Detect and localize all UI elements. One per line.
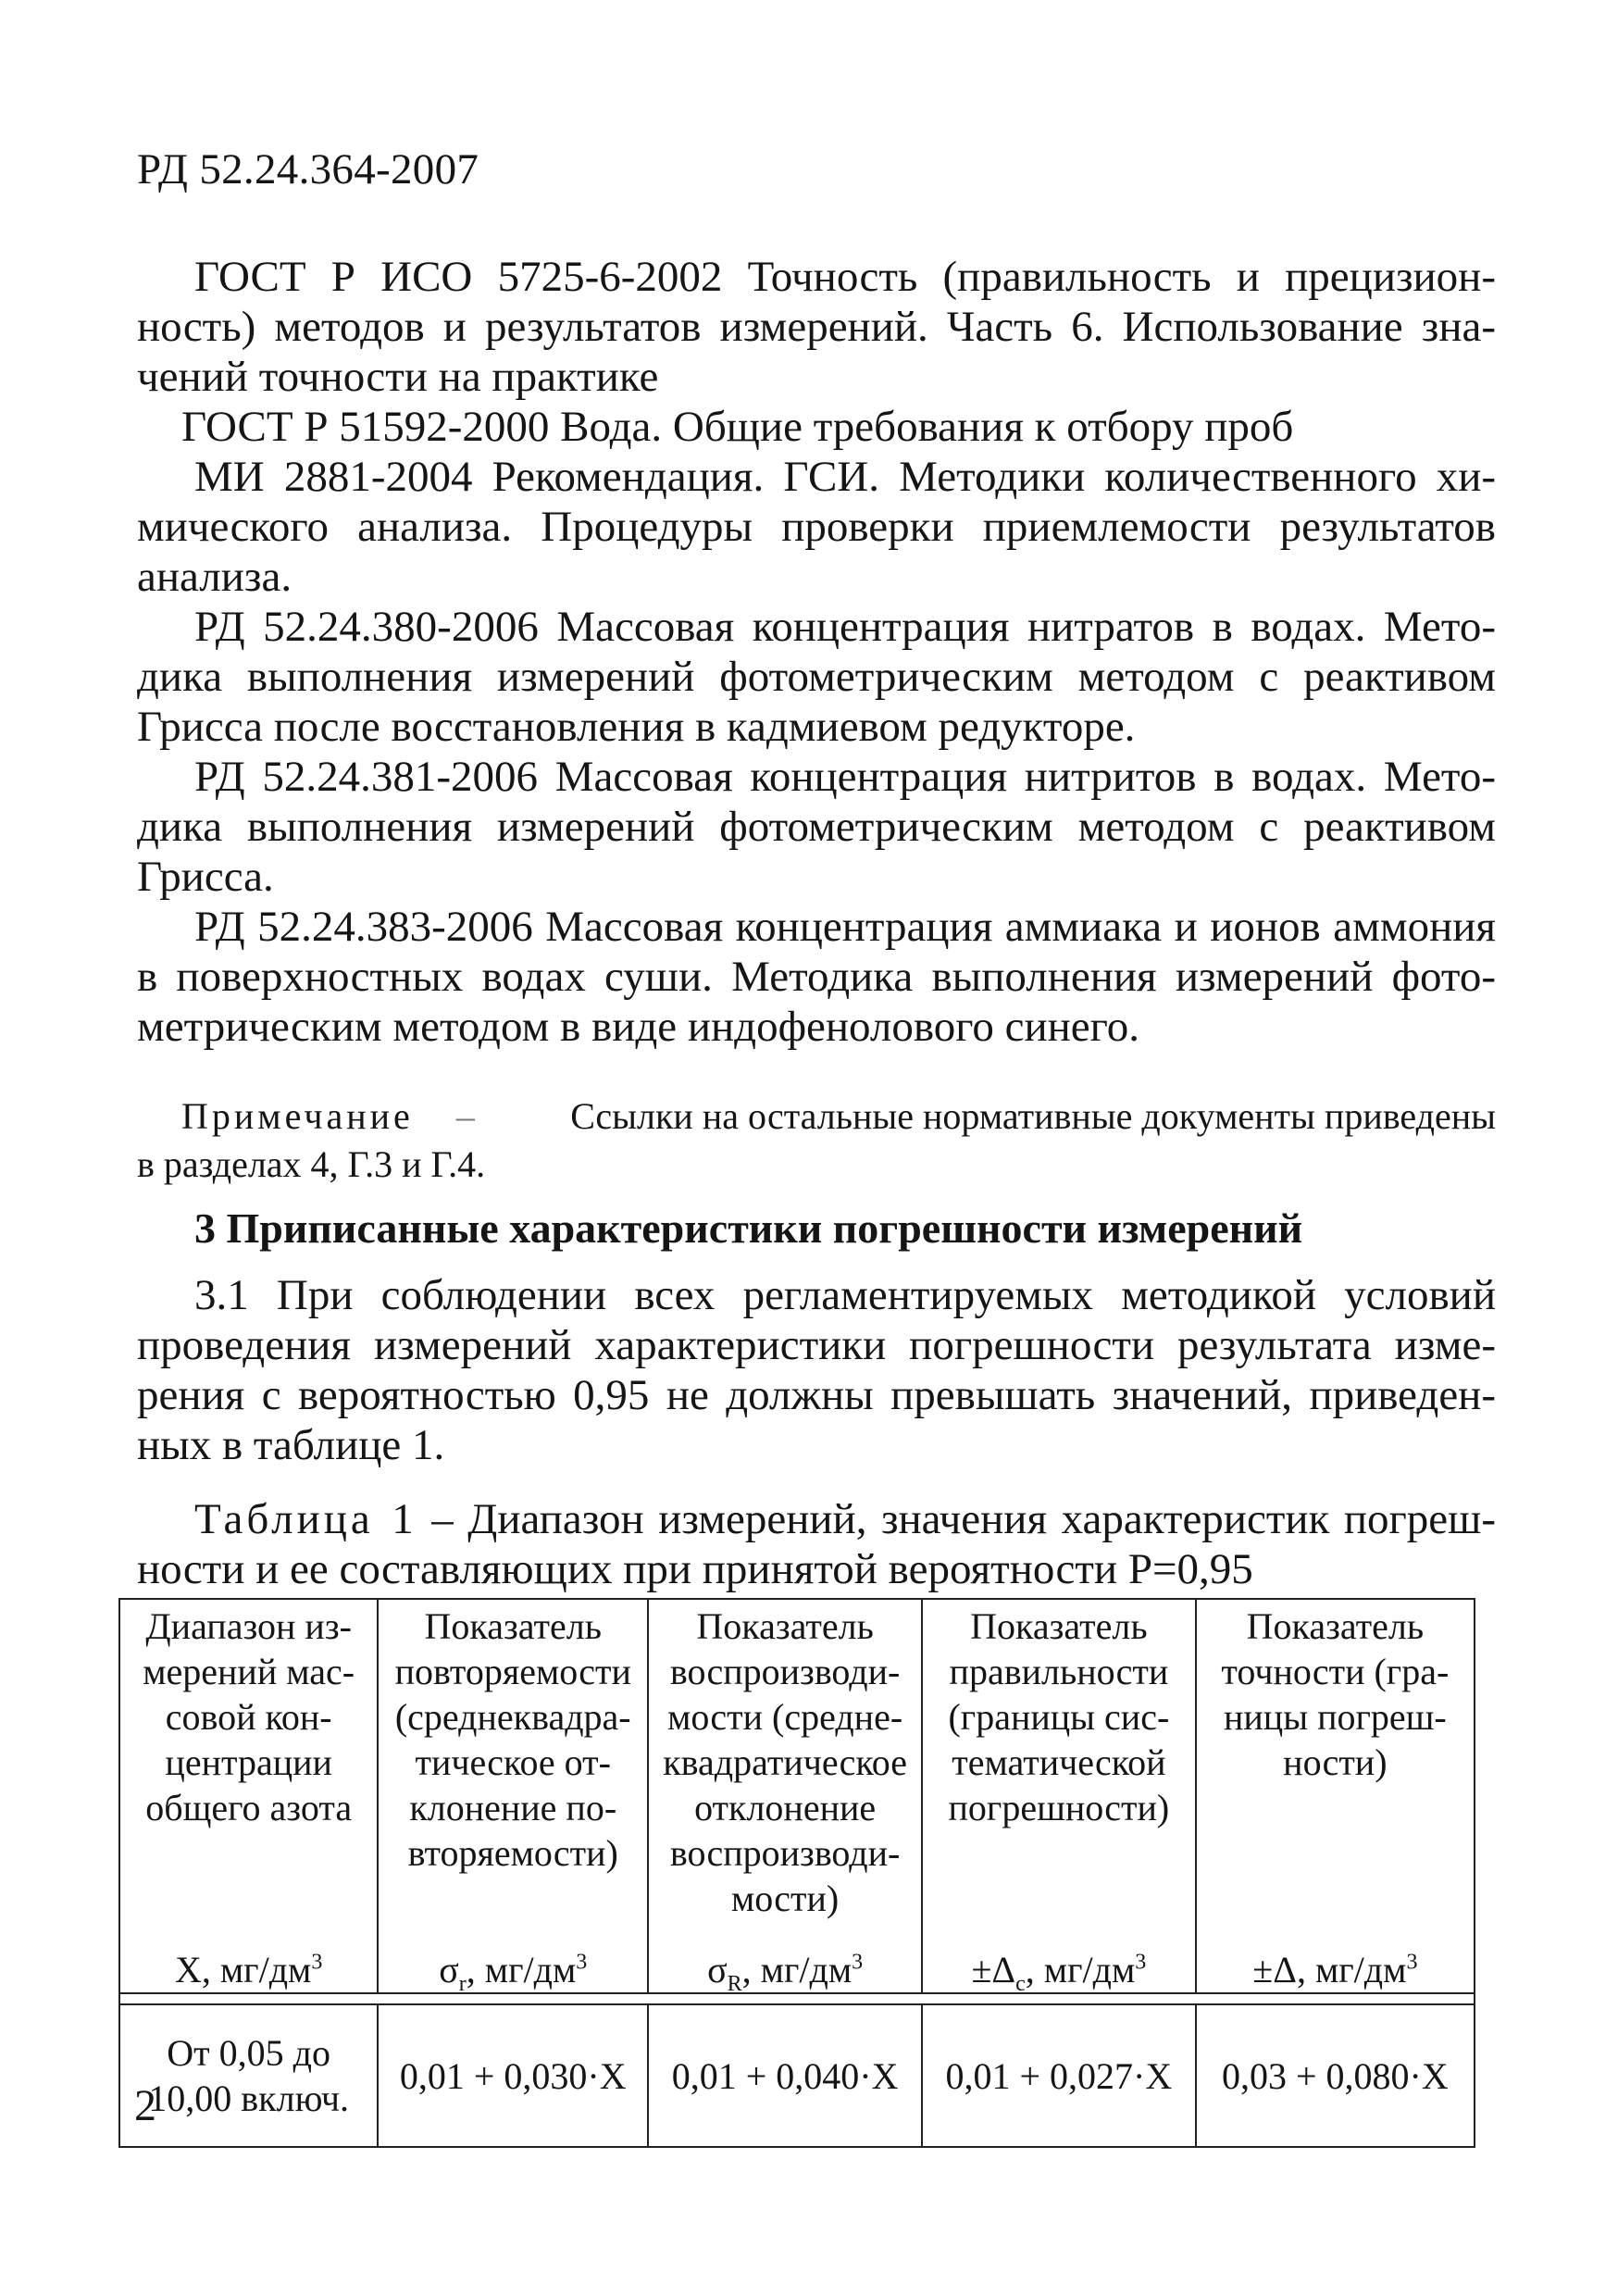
unit-range <box>119 1937 378 1993</box>
table-units-row <box>119 1937 1475 1993</box>
unit-subscript: r <box>458 1972 467 1996</box>
text-line: дика выполнения измерений фотометрическим методом с реактивом <box>137 803 1496 851</box>
header-line: (границы сис- <box>948 1696 1170 1738</box>
text-line: Грисса. <box>137 853 274 901</box>
reference-mi-2881 <box>137 452 1496 602</box>
table-caption <box>137 1494 1496 1594</box>
reference-rd-381 <box>137 752 1496 902</box>
note-lead <box>181 1092 475 1141</box>
unit-trueness <box>922 1937 1196 1996</box>
text-line: чений точности на практике <box>137 353 659 401</box>
unit-superscript: 3 <box>576 1950 588 1975</box>
unit-subscript: с <box>1015 1972 1026 1996</box>
text-line: 3.1 При соблюдении всех регламентируемых методикой условий <box>194 1271 1496 1319</box>
header-line: Диапазон из- <box>145 1605 352 1647</box>
reference-gost-51592 <box>137 402 1496 452</box>
unit-text: , мг/дм <box>1025 1949 1136 1990</box>
header-line: (среднеквадра- <box>394 1696 631 1738</box>
reference-rd-380 <box>137 602 1496 752</box>
header-line: воспроизводи- <box>669 1651 901 1692</box>
unit-text: , мг/дм <box>201 1949 312 1990</box>
unit-text: , мг/дм <box>741 1949 853 1990</box>
text-line: в поверхностных водах суши. Методика выполнения измерений фото- <box>137 953 1496 1001</box>
note-line-1 <box>137 1092 1496 1141</box>
table-caption-line-2: ности и ее составляющих при принятой вероятности Р=0,95 <box>137 1545 1253 1593</box>
text-line: ность) методов и результатов измерений. Часть 6. Использование зна- <box>137 303 1496 351</box>
column-header-trueness <box>922 1599 1196 1937</box>
document-number-header: РД 52.24.364-2007 <box>137 145 479 193</box>
header-line: центрации <box>165 1741 332 1783</box>
text-line: дика выполнения измерений фотометрическим методом с реактивом <box>137 653 1496 701</box>
text-line: Грисса после восстановления в кадмиевом редукторе. <box>137 703 1136 751</box>
note-text: Ссылки на остальные нормативные документы приведены <box>570 1095 1496 1137</box>
note-line-2: в разделах 4, Г.3 и Г.4. <box>137 1143 486 1185</box>
text-line: проведения измерений характеристики погрешности результата изме- <box>137 1321 1496 1369</box>
unit-symbol: ±Δ <box>1252 1949 1297 1990</box>
header-line: мости (средне- <box>667 1696 903 1738</box>
text-line: анализа. <box>137 553 292 601</box>
column-header-accuracy <box>1196 1599 1475 1937</box>
unit-symbol: ±Δ <box>971 1949 1016 1990</box>
note-label: Примечание <box>181 1095 414 1137</box>
unit-text: , мг/дм <box>466 1949 577 1990</box>
text-line: РД 52.24.380-2006 Массовая концентрация нитратов в водах. Мето- <box>194 603 1496 651</box>
header-line: погрешности) <box>948 1787 1170 1828</box>
paragraph-3-1 <box>137 1270 1496 1470</box>
reference-gost-5725-6 <box>137 252 1496 402</box>
note <box>137 1092 1496 1189</box>
text-line: ГОСТ Р 51592-2000 Вода. Общие требования к отбору проб <box>181 403 1294 451</box>
header-line: правильности <box>949 1651 1169 1692</box>
text-line: РД 52.24.383-2006 Массовая концентрация аммиака и ионов аммония <box>194 903 1496 951</box>
text-line: рения с вероятностью 0,95 не должны превышать значений, приведен- <box>137 1371 1496 1419</box>
table-spacer-row <box>119 1993 1475 2004</box>
header-line: мерений мас- <box>143 1651 355 1692</box>
header-line: тематической <box>952 1741 1166 1783</box>
header-line: Показатель <box>1246 1605 1425 1647</box>
header-line: ности) <box>1283 1741 1388 1783</box>
column-header-range <box>119 1599 378 1937</box>
header-line: тическое от- <box>415 1741 611 1783</box>
cell-reproducibility: 0,01 + 0,040·X <box>648 2004 922 2147</box>
text-line: ных в таблице 1. <box>137 1421 445 1469</box>
header-line: Показатель <box>696 1605 874 1647</box>
header-line: общего азота <box>145 1787 353 1828</box>
header-line: совой кон- <box>165 1696 332 1738</box>
cell-repeatability: 0,01 + 0,030·X <box>378 2004 648 2147</box>
unit-symbol: σ <box>439 1949 459 1990</box>
error-characteristics-table <box>118 1598 1475 2148</box>
header-line: вторяемости) <box>407 1832 618 1874</box>
unit-text: , мг/дм <box>1296 1949 1407 1990</box>
header-line: клонение по- <box>409 1787 617 1828</box>
header-line: отклонение <box>694 1787 877 1828</box>
table-caption-line-1 <box>137 1494 1496 1544</box>
reference-rd-383 <box>137 902 1496 1052</box>
range-line: От 0,05 до <box>167 2032 331 2074</box>
table-caption-text: – Диапазон измерений, значения характеристик погреш- <box>417 1495 1496 1543</box>
text-line: ГОСТ Р ИСО 5725-6-2002 Точность (правильность и прецизион- <box>194 253 1496 301</box>
header-line: воспроизводи- <box>669 1832 901 1874</box>
unit-symbol: X <box>174 1949 202 1990</box>
column-header-repeatability <box>378 1599 648 1937</box>
header-line: квадратическое <box>663 1741 907 1783</box>
unit-reproducibility <box>648 1937 922 1996</box>
header-line: повторяемости <box>394 1651 631 1692</box>
table-header-row <box>119 1599 1475 1937</box>
page-number: 2 <box>134 2081 156 2130</box>
cell-trueness: 0,01 + 0,027·X <box>922 2004 1196 2147</box>
cell-range <box>119 2004 378 2147</box>
text-line: МИ 2881-2004 Рекомендация. ГСИ. Методики количественного хи- <box>194 453 1496 501</box>
unit-superscript: 3 <box>1135 1950 1147 1975</box>
cell-accuracy: 0,03 + 0,080·X <box>1196 2004 1475 2147</box>
table-caption-label: Таблица 1 <box>194 1495 417 1543</box>
header-line: точности (гра- <box>1221 1651 1450 1692</box>
unit-symbol: σ <box>707 1949 728 1990</box>
header-line: Показатель <box>424 1605 602 1647</box>
normative-references <box>137 252 1496 1052</box>
table-row <box>119 2004 1475 2147</box>
unit-superscript: 3 <box>1406 1950 1418 1975</box>
header-line: Показатель <box>970 1605 1148 1647</box>
text-line: мического анализа. Процедуры проверки приемлемости результатов <box>137 503 1496 551</box>
unit-subscript: R <box>727 1972 742 1996</box>
range-line: 10,00 включ. <box>148 2078 350 2119</box>
column-header-reproducibility <box>648 1599 922 1937</box>
text-line: метрическим методом в виде индофенолового синего. <box>137 1003 1139 1051</box>
text-line: РД 52.24.381-2006 Массовая концентрация нитритов в водах. Мето- <box>194 753 1496 801</box>
unit-superscript: 3 <box>311 1950 323 1975</box>
header-line: мости) <box>730 1878 840 1919</box>
note-dash: – <box>455 1095 475 1137</box>
header-line: ницы погреш- <box>1223 1696 1447 1738</box>
unit-repeatability <box>378 1937 648 1996</box>
section-heading: 3 Приписанные характеристики погрешности измерений <box>194 1204 1303 1252</box>
unit-superscript: 3 <box>852 1950 864 1975</box>
unit-accuracy <box>1196 1937 1475 1993</box>
